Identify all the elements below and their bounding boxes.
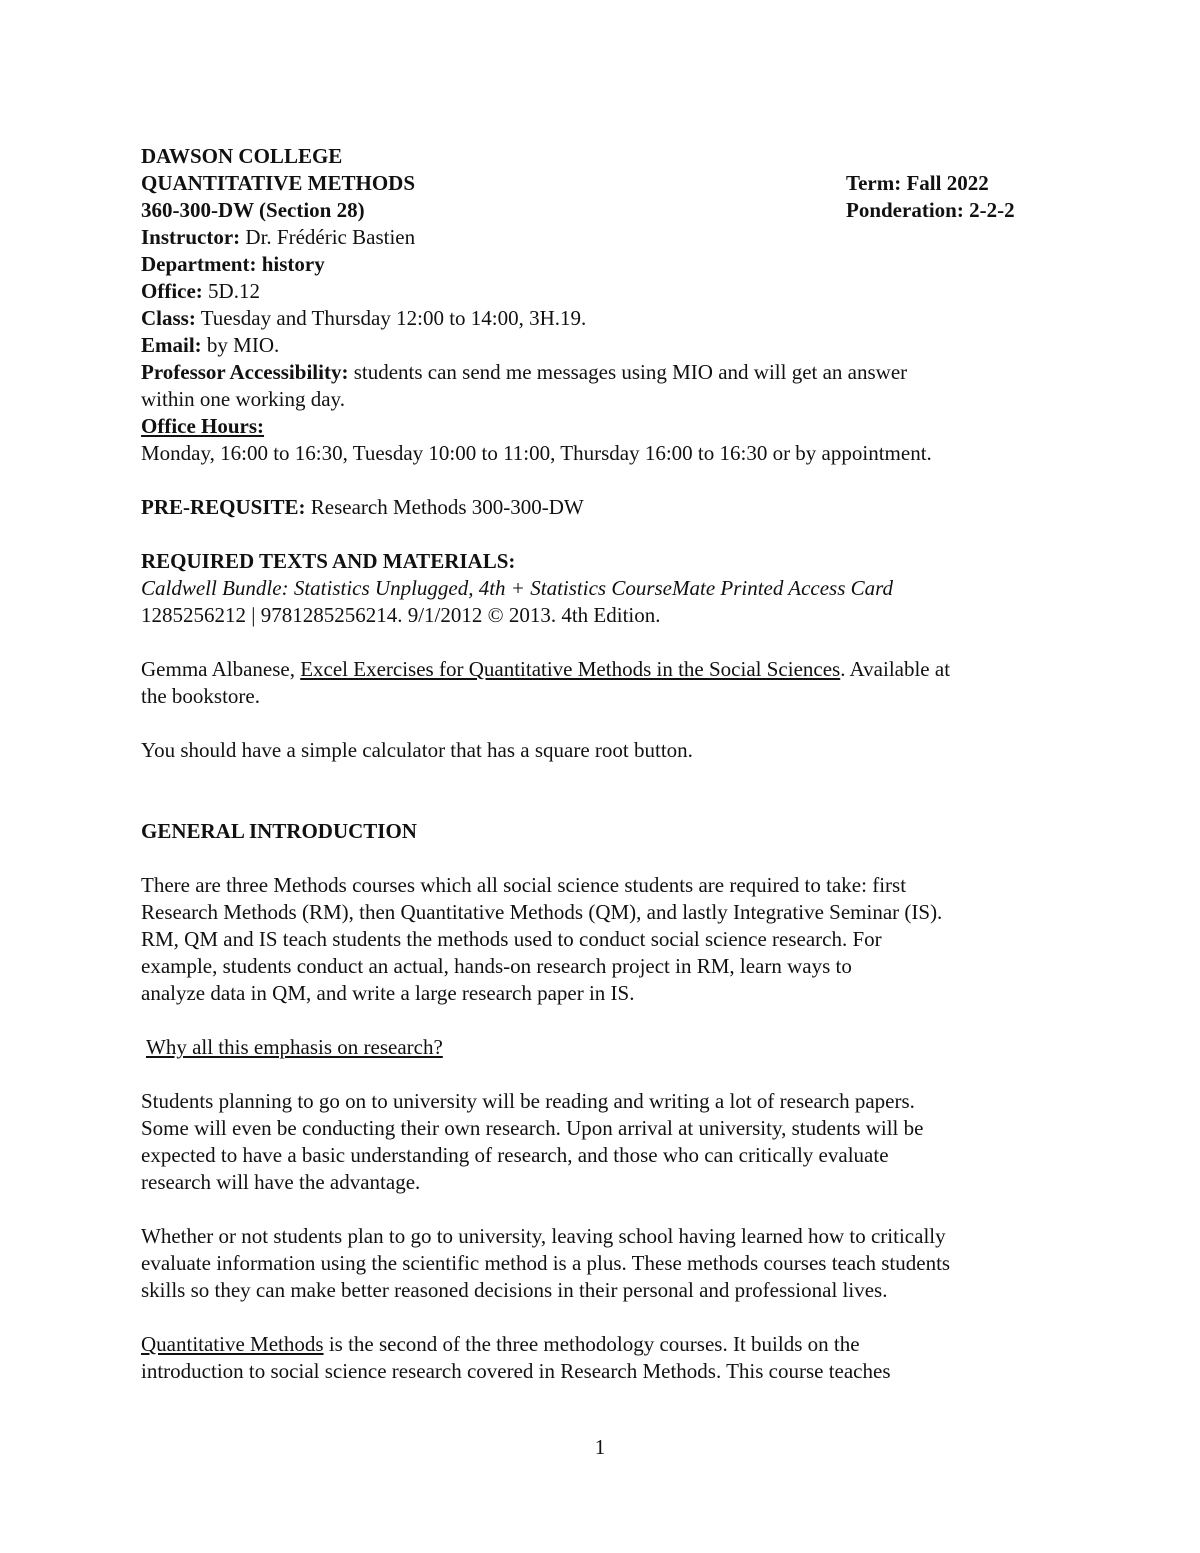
class-line	[141, 305, 1061, 332]
intro-p2-line: Students planning to go on to university will be reading and writing a lot of research papers.	[141, 1089, 915, 1113]
spacer	[141, 1061, 1061, 1088]
syllabus-page	[141, 143, 1061, 1385]
instructor-value: Dr. Frédéric Bastien	[240, 225, 416, 249]
office-line	[141, 278, 1061, 305]
course-row	[141, 170, 1061, 197]
intro-p1-line: Research Methods (RM), then Quantitative Methods (QM), and lastly Integrative Seminar (IS).	[141, 900, 943, 924]
intro-p1-line: example, students conduct an actual, hands-on research project in RM, learn ways to	[141, 954, 852, 978]
instructor-line	[141, 224, 1061, 251]
spacer	[141, 710, 1061, 737]
research-emphasis-text: Why all this emphasis on research?	[146, 1035, 443, 1059]
accessibility-line-2: within one working day.	[141, 387, 345, 411]
office-value: 5D.12	[202, 279, 260, 303]
excel-title: Excel Exercises for Quantitative Methods in the Social Sciences	[300, 657, 841, 681]
email-line	[141, 332, 1061, 359]
research-emphasis-subheading	[141, 1034, 1061, 1061]
code-row	[141, 197, 1061, 224]
general-intro-heading: GENERAL INTRODUCTION	[141, 819, 417, 843]
department-line: Department: history	[141, 252, 325, 276]
intro-p1-line: RM, QM and IS teach students the methods used to conduct social science research. For	[141, 927, 882, 951]
intro-p4-line	[141, 1331, 1061, 1358]
prerequisite-value: Research Methods 300-300-DW	[305, 495, 584, 519]
intro-p2-line: research will have the advantage.	[141, 1170, 421, 1194]
office-hours-label: Office Hours:	[141, 414, 265, 438]
class-label: Class:	[141, 306, 196, 330]
excel-book-line-2: the bookstore.	[141, 684, 260, 708]
intro-p1-line: There are three Methods courses which all social science students are required to take: first	[141, 873, 907, 897]
accessibility-label: Professor Accessibility:	[141, 360, 349, 384]
spacer	[141, 521, 1061, 548]
instructor-label: Instructor:	[141, 225, 241, 249]
spacer	[141, 629, 1061, 656]
intro-p1-line: analyze data in QM, and write a large research paper in IS.	[141, 981, 635, 1005]
intro-p3-line: evaluate information using the scientific method is a plus. These methods courses teach students	[141, 1251, 951, 1275]
class-value: Tuesday and Thursday 12:00 to 14:00, 3H.19.	[195, 306, 587, 330]
spacer	[141, 1304, 1061, 1331]
spacer	[141, 845, 1061, 872]
spacer	[141, 467, 1061, 494]
intro-p2-line: expected to have a basic understanding of research, and those who can critically evaluate	[141, 1143, 889, 1167]
prerequisite-label: PRE-REQUSITE:	[141, 495, 306, 519]
college-name: DAWSON COLLEGE	[141, 144, 343, 168]
accessibility-line	[141, 359, 1061, 386]
quantitative-methods-link-text: Quantitative Methods	[141, 1332, 324, 1356]
prerequisite-line	[141, 494, 1061, 521]
ponderation: Ponderation: 2-2-2	[846, 198, 1015, 222]
textbook-info: 1285256212 | 9781285256214. 9/1/2012 © 2013. 4th Edition.	[141, 603, 661, 627]
email-value: by MIO.	[201, 333, 280, 357]
intro-p4-line-2: introduction to social science research covered in Research Methods. This course teaches	[141, 1359, 891, 1383]
office-hours-value: Monday, 16:00 to 16:30, Tuesday 10:00 to 11:00, Thursday 16:00 to 16:30 or by appointment.	[141, 441, 932, 465]
course-code: 360-300-DW (Section 28)	[141, 198, 365, 222]
term: Term: Fall 2022	[846, 171, 989, 195]
calculator-note: You should have a simple calculator that has a square root button.	[141, 738, 693, 762]
office-label: Office:	[141, 279, 203, 303]
page-number: 1	[594, 1435, 606, 1459]
excel-book-line	[141, 656, 1061, 683]
email-label: Email:	[141, 333, 202, 357]
textbook-title: Caldwell Bundle: Statistics Unplugged, 4th + Statistics CourseMate Printed Access Card	[141, 576, 894, 600]
intro-p4-rest: is the second of the three methodology courses. It builds on the	[323, 1332, 860, 1356]
spacer	[141, 1196, 1061, 1223]
intro-p3-line: skills so they can make better reasoned decisions in their personal and professional lives.	[141, 1278, 888, 1302]
accessibility-value: students can send me messages using MIO and will get an answer	[348, 360, 908, 384]
spacer	[141, 1007, 1061, 1034]
course-title: QUANTITATIVE METHODS	[141, 171, 416, 195]
required-texts-heading: REQUIRED TEXTS AND MATERIALS:	[141, 549, 516, 573]
intro-p3-line: Whether or not students plan to go to university, leaving school having learned how to critically	[141, 1224, 946, 1248]
excel-availability: . Available at	[840, 657, 951, 681]
excel-author: Gemma Albanese,	[141, 657, 301, 681]
spacer	[141, 764, 1061, 818]
intro-p2-line: Some will even be conducting their own research. Upon arrival at university, students will be	[141, 1116, 924, 1140]
